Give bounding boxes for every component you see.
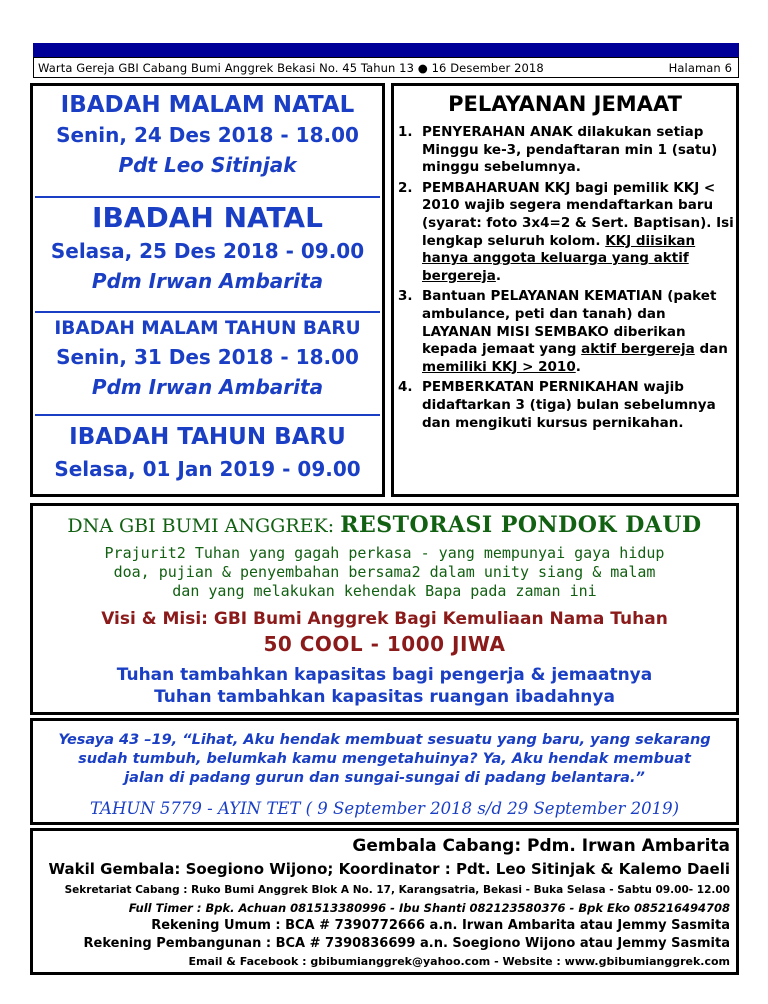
item-text: PEMBAHARUAN KKJ bagi pemilik KKJ < 2010 wajib segera mendaftarkan baru (syarat: foto 3x4=2 & Sert. Baptisan). Isi lengkap seluruh kolom.	[422, 179, 734, 249]
service-title: IBADAH MALAM NATAL	[60, 92, 355, 118]
verse-text	[33, 731, 736, 788]
dna-line: dan yang melakukan kehendak Bapa pada zaman ini	[172, 582, 597, 600]
verse-line: Yesaya 43 –19, “Lihat, Aku hendak membuat sesuatu yang baru, yang sekarang	[58, 732, 711, 748]
page-header	[33, 57, 739, 78]
service-preacher: Pdm Irwan Ambarita	[91, 375, 324, 399]
service-date: Senin, 24 Des 2018 - 18.00	[56, 123, 359, 147]
item-number: 1.	[398, 124, 413, 140]
divider	[35, 414, 380, 416]
service-title: IBADAH MALAM TAHUN BARU	[54, 318, 361, 339]
divider	[35, 311, 380, 313]
service-christmas	[33, 200, 382, 296]
dna-heading	[33, 512, 736, 538]
service-new-year	[33, 420, 382, 484]
kapasitas-prayer	[33, 664, 736, 708]
item-text: Bantuan PELAYANAN KEMATIAN (paket ambulance, peti dan tanah) dan LAYANAN MISI SEMBAKO diberikan kepada jemaat yang	[422, 288, 717, 358]
dna-box	[30, 503, 739, 715]
dna-body	[33, 544, 736, 601]
pelayanan-box	[391, 83, 739, 497]
list-item	[398, 124, 734, 177]
item-underlined-text: aktif bergereja	[581, 341, 695, 358]
service-christmas-eve	[33, 90, 382, 180]
item-text: PENYERAHAN ANAK dilakukan setiap Minggu ke-3, pendaftaran min 1 (satu) minggu sebelumnya.	[422, 124, 718, 176]
dna-line: Prajurit2 Tuhan yang gagah perkasa - yang mempunyai gaya hidup	[104, 544, 665, 562]
item-underlined-text: KKJ diisikan hanya anggota keluarga yang aktif bergereja	[422, 232, 696, 284]
pelayanan-list	[398, 124, 734, 435]
verse-line: sudah tumbuh, belumkah kamu mengetahuinya? Ya, Aku hendak membuat	[78, 751, 691, 767]
dna-prefix: DNA GBI BUMI ANGGREK:	[67, 515, 335, 537]
rekening-pembangunan: Rekening Pembangunan : BCA # 7390836699 a.n. Soegiono Wijono atau Jemmy Sasmita	[83, 936, 730, 951]
item-tail: .	[495, 267, 501, 284]
wakil-gembala: Wakil Gembala: Soegiono Wijono; Koordinator : Pdt. Leo Sitinjak & Kalemo Daeli	[48, 860, 730, 878]
services-box	[30, 83, 385, 497]
year-theme: TAHUN 5779 - AYIN TET ( 9 September 2018 s/d 29 September 2019)	[89, 799, 680, 818]
list-item	[398, 379, 734, 432]
item-number: 4.	[398, 379, 413, 396]
sekretariat: Sekretariat Cabang : Ruko Bumi Anggrek Blok A No. 17, Karangsatria, Bekasi - Buka Selasa - Sabtu 09.00- 12.00	[64, 884, 730, 896]
service-date: Selasa, 25 Des 2018 - 09.00	[50, 239, 365, 263]
list-item	[398, 288, 734, 376]
item-underlined-text: memiliki KKJ > 2010	[422, 358, 576, 375]
rekening-umum: Rekening Umum : BCA # 7390772666 a.n. Irwan Ambarita atau Jemmy Sasmita	[151, 918, 730, 933]
newsletter-info: Warta Gereja GBI Cabang Bumi Anggrek Bekasi No. 45 Tahun 13 ● 16 Desember 2018	[38, 61, 544, 75]
kapasitas-line: Tuhan tambahkan kapasitas ruangan ibadahnya	[154, 687, 615, 707]
service-title: IBADAH TAHUN BARU	[69, 424, 346, 450]
service-preacher: Pdt Leo Sitinjak	[118, 153, 297, 177]
service-new-year-eve	[33, 316, 382, 402]
email-website: Email & Facebook : gbibumianggrek@yahoo.com - Website : www.gbibumianggrek.com	[188, 955, 730, 968]
cool-target: 50 COOL - 1000 JIWA	[263, 632, 506, 656]
dna-title: RESTORASI PONDOK DAUD	[340, 512, 702, 538]
verse-box	[30, 718, 739, 825]
pelayanan-title: PELAYANAN JEMAAT	[448, 92, 682, 116]
item-number: 2.	[398, 179, 413, 196]
page-number: Halaman 6	[668, 61, 732, 75]
service-preacher: Pdm Irwan Ambarita	[91, 269, 324, 293]
service-date: Senin, 31 Des 2018 - 18.00	[56, 345, 359, 369]
service-title: IBADAH NATAL	[92, 201, 323, 234]
list-item	[398, 180, 734, 286]
gembala-cabang: Gembala Cabang: Pdm. Irwan Ambarita	[352, 836, 730, 856]
verse-line: jalan di padang gurun dan sungai-sungai di padang belantara.”	[124, 770, 645, 786]
divider	[35, 196, 380, 198]
kapasitas-line: Tuhan tambahkan kapasitas bagi pengerja & jemaatnya	[116, 665, 653, 685]
item-text: dan	[699, 341, 728, 358]
full-timer: Full Timer : Bpk. Achuan 081513380996 - Ibu Shanti 082123580376 - Bpk Eko 085216494708	[128, 901, 730, 915]
item-text: PEMBERKATAN PERNIKAHAN wajib didaftarkan 3 (tiga) bulan sebelumnya dan mengikuti kursus pernikahan.	[422, 379, 716, 431]
item-tail: .	[575, 358, 581, 375]
contact-box	[30, 828, 739, 975]
item-number: 3.	[398, 288, 413, 305]
top-color-bar	[33, 43, 739, 57]
visi-misi: Visi & Misi: GBI Bumi Anggrek Bagi Kemuliaan Nama Tuhan	[101, 609, 668, 629]
service-date: Selasa, 01 Jan 2019 - 09.00	[54, 457, 361, 481]
dna-line: doa, pujian & penyembahan bersama2 dalam unity siang & malam	[113, 563, 656, 581]
